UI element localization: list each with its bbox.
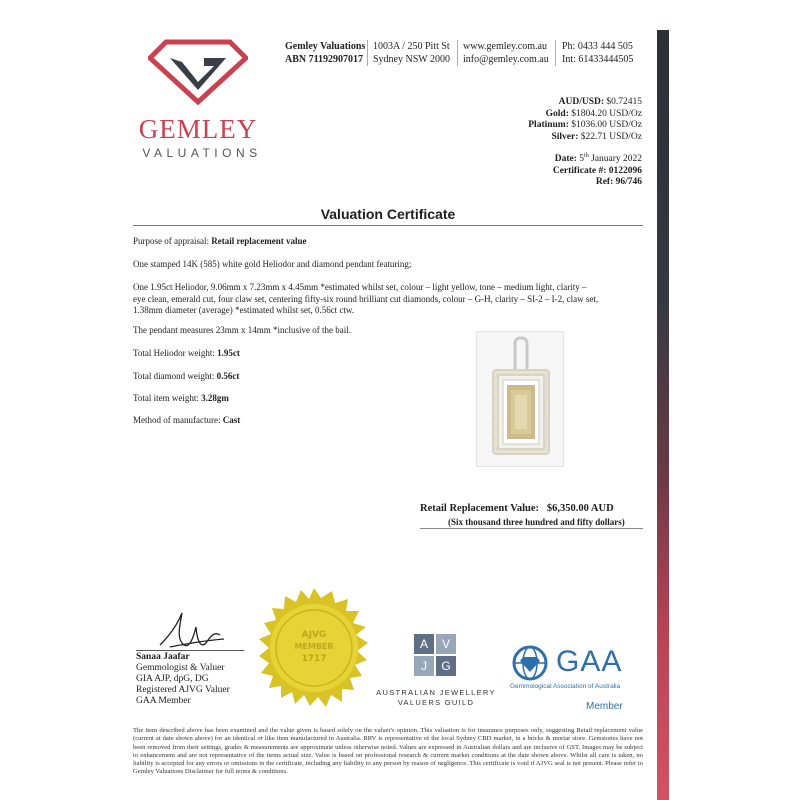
diamond-label: Total diamond weight: [133,371,215,381]
divider [555,40,556,66]
silver-label: Silver: [551,131,579,142]
diamond-value: 0.56ct [216,371,240,381]
gaa-logo [508,645,638,717]
gemley-logo [128,36,268,166]
silver-value: $22.71 USD/Oz [580,131,642,142]
ajvg-line-2: VALUERS GUILD [397,698,475,707]
description-line-1: One 1.95ct Heliodor, 9.06mm x 7.23mm x 4.45mm *estimated whilst set, colour – light yellow, tone – medium light, clarity – [133,282,587,292]
page-title: Valuation Certificate [320,206,456,222]
method-value: Cast [222,415,241,425]
pendant-photo [476,331,564,467]
company-abn: ABN 71192907017 [285,54,364,65]
retail-value-line [420,503,614,514]
heliodor-label: Total Heliodor weight: [133,348,215,358]
purpose-value: Retail replacement value [211,236,307,246]
ajvg-logo [372,632,500,712]
company-name: Gemley Valuations [285,41,366,52]
signer-registration: Registered AJVG Valuer [136,685,230,695]
seal-icon [253,587,375,709]
item-label: Total item weight: [133,393,199,403]
diamond-weight [133,371,239,383]
phone-number: Ph: 0433 444 505 [562,41,633,52]
signer-block [136,652,230,707]
intl-number: Int: 61433444505 [562,54,634,65]
seal-text-2: MEMBER [294,642,334,651]
description-line-2: eye clean, emerald cut, four claw set, centering fifty-six round brilliant cut diamonds, colour – G-H, clarity – SI-2 – I-2, claw set, [133,293,599,304]
gold-label: Gold: [545,108,569,119]
heliodor-weight [133,348,240,360]
retail-value-amount: $6,350.00 AUD [546,503,614,514]
description-line-3: 1.38mm diameter (average) *estimated whilst set, 0.56ct ctw. [133,305,355,315]
certificate-meta [553,151,642,189]
gem-icon [148,36,248,106]
ajvg-line-1: AUSTRALIAN JEWELLERY [376,688,496,697]
decorative-side-bar [657,30,669,800]
gaa-name: GAA [556,645,623,678]
signature-line [136,650,244,651]
platinum-label: Platinum: [528,120,569,130]
seal-text-1: AJVG [301,630,327,640]
description-block [133,282,653,317]
platinum-value: $1036.00 USD/Oz [571,120,642,130]
retail-value-label: Retail Replacement Value: [420,503,539,514]
value-divider [420,528,643,529]
item-value: 3.28gm [201,393,229,403]
ajvg-letter-a: A [414,634,434,654]
ref-number: 96/746 [615,177,642,188]
metal-rates [528,97,642,143]
signer-name: Sanaa Jaafar [136,652,190,662]
phone-block [562,40,633,66]
ajvg-letter-j: J [414,656,434,676]
method-label: Method of manufacture: [133,415,221,425]
signature-icon [150,605,230,655]
aud-usd-value: $0.72415 [606,97,642,107]
divider [367,40,368,66]
signer-membership: GAA Member [136,696,191,706]
certificate-label: Certificate #: [552,165,607,176]
date-day: 5 [579,154,585,165]
gaa-member: Member [586,701,623,712]
seal-text-3: 1717 [301,654,327,664]
email-link[interactable]: info@gemley.com.au [463,54,549,65]
signer-title: Gemmologist & Valuer [136,663,225,673]
ajvg-letter-v: V [436,634,456,654]
aud-usd-label: AUD/USD: [558,97,604,107]
company-block [285,40,365,66]
brand-subtitle: VALUATIONS [142,146,262,160]
pendant-image [477,332,565,468]
signer-qualifications: GIA AJP, dpG, DG [136,674,209,684]
date-label: Date: [554,154,577,165]
measures-text: The pendant measures 23mm x 14mm *inclusive of the bail. [133,325,351,335]
retail-value-words: (Six thousand three hundred and fifty dollars) [448,517,625,527]
date-rest: January 2022 [591,154,642,165]
heliodor-value: 1.95ct [217,348,240,358]
date-suffix: th [584,153,589,159]
gaa-subtitle: Gemmological Association of Australia [510,683,621,690]
ajvg-text [372,688,500,708]
ajvg-letter-g: G [436,656,456,676]
ref-label: Ref: [595,177,614,188]
purpose-line [133,236,307,248]
website-link[interactable]: www.gemley.com.au [463,41,547,52]
intro-text: One stamped 14K (585) white gold Heliodor and diamond pendant featuring; [133,259,412,269]
address-line-2: Sydney NSW 2000 [373,54,451,65]
ajvg-gold-seal [253,587,375,709]
divider [457,40,458,66]
disclaimer-text: The item described above has been examined and the value given is based solely on the valuer's opinion. This valuation is for insurance purposes only, suggesting Retail replacement value (current at date shown above) for an identical or like item manufactured in Australia. RRV is representative of the local Sydney CBD market, in a bricks & mortar store. Gemstones have not been removed from their settings, grades & measurements are approximate unless otherwise noted. Values are expressed in Australian dollars and are inclusive of GST. Images may be subject to enhancement and are not representative of the items actual size. Value is based on professional research & current market conditions at the date shown above. Whilst all care is taken, no liability is accepted for any errors or omissions in the certificate, including any liability to any person by reason of negligence. This certificate is void if AJVG seal is not present. Please refer to Gemley Valuations Disclaimer for full terms & conditions. [133,727,643,776]
manufacture-method [133,415,240,427]
web-block [463,40,549,66]
gold-value: $1804.20 USD/Oz [571,108,642,119]
brand-name: GEMLEY [138,114,258,144]
purpose-label: Purpose of appraisal: [133,236,209,246]
globe-icon [510,645,550,681]
address-block [373,40,450,66]
item-weight [133,393,229,405]
title-divider [133,225,643,226]
address-line-1: 1003A / 250 Pitt St [373,41,450,52]
certificate-number: 0122096 [608,165,642,176]
